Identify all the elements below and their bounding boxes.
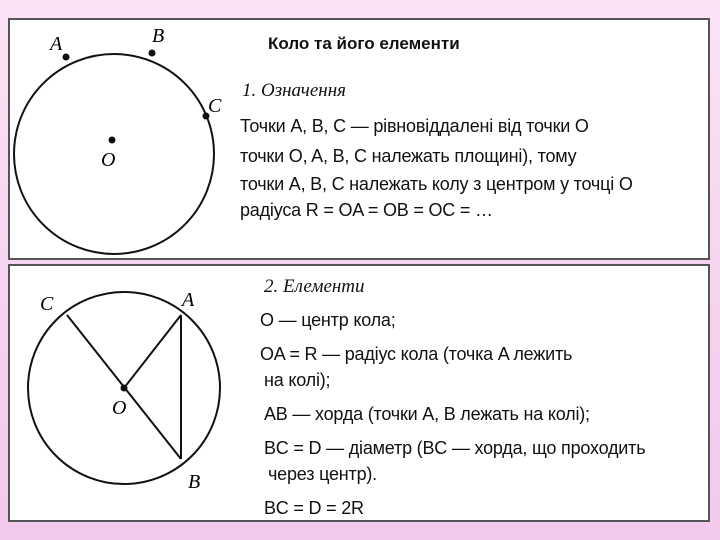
definition-panel [8,18,710,260]
definition-line-3: точки A, B, C належать колу з центром у точці O [240,174,633,194]
point-o [121,385,128,392]
label-c: C [40,293,54,315]
section1-heading: 1. Означення [242,80,346,101]
elements-line-4: AB — хорда (точки A, B лежать на колі); [264,404,590,424]
label-a: A [50,33,63,55]
elements-line-3: на колі); [264,370,331,390]
radius-oa [124,315,181,388]
point-b [149,50,156,57]
point-o [109,137,116,144]
elements-line-7: BC = D = 2R [264,498,364,518]
definition-line-2: точки O, A, B, C належать площині), тому [240,146,577,166]
elements-line-2: OA = R — радіус кола (точка A лежить [260,344,573,364]
elements-panel [8,264,710,522]
circle-figure-definition [10,20,240,260]
elements-line-6: через центр). [268,464,377,484]
slide-title: Коло та його елементи [268,34,460,53]
elements-line-1: O — центр кола; [260,310,396,330]
label-c: C [208,95,222,117]
definition-line-1: Точки A, B, C — рівновіддалені від точки O [240,116,589,136]
label-a: A [182,289,195,311]
label-b: B [152,25,165,47]
label-o: O [112,397,127,419]
section2-heading: 2. Елементи [264,276,365,297]
label-o: O [101,149,116,171]
point-a [63,54,70,61]
label-b: B [188,471,201,493]
circle-figure-elements [10,266,240,522]
elements-line-5: BC = D — діаметр (BC — хорда, що проходить [264,438,646,458]
definition-line-4: радіуса R = OA = OB = OC = … [240,200,493,220]
